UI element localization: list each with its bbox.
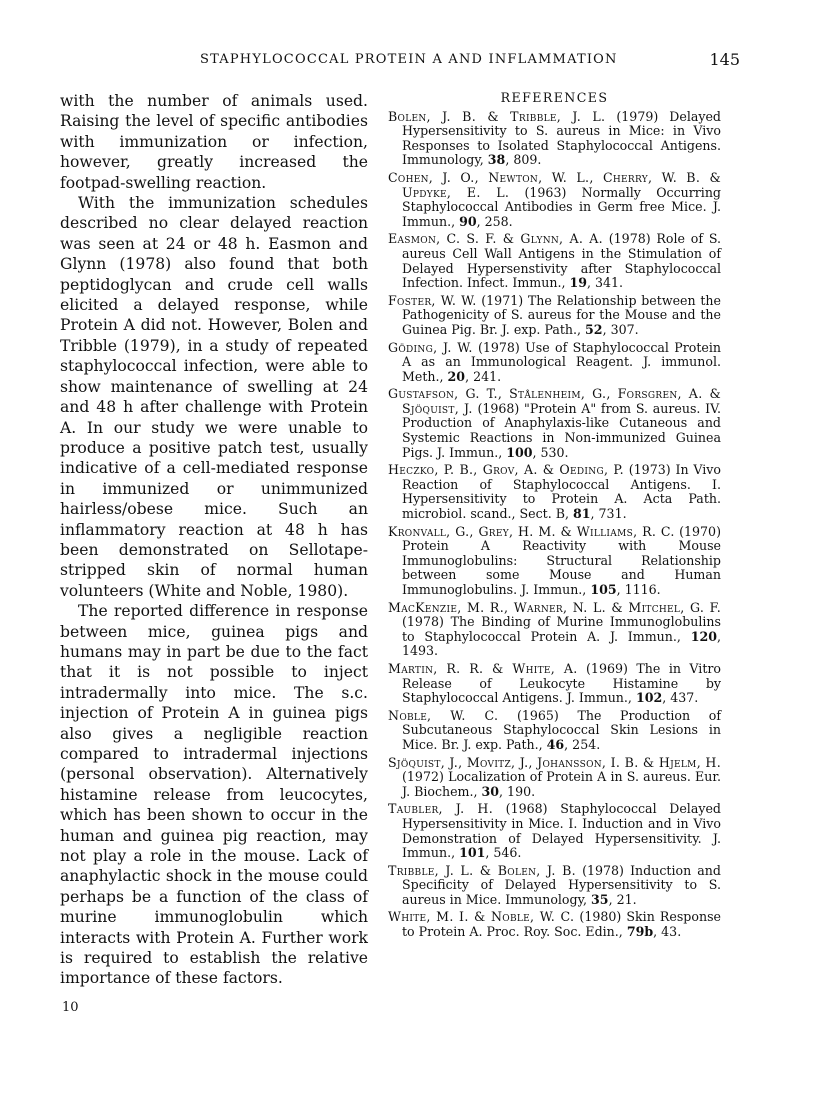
reference-authors: Noble, W. C. (388, 707, 499, 723)
reference-text: (1979) Delayed Hypersensitivity to S. aureus in Mice: in Vivo Responses to Isolated Staphylococcal Antigens. Immunology, (402, 108, 721, 168)
page-number: 145 (709, 50, 740, 69)
reference-volume: 30 (481, 783, 500, 799)
reference-entry (388, 802, 721, 860)
reference-volume: 20 (447, 368, 466, 384)
reference-authors: Gustafson, G. T., Stålenheim, G., Forsgren, A. & Sjöquist, J. (388, 386, 721, 416)
reference-pages: , 43. (653, 924, 682, 940)
reference-pages: , 307. (602, 321, 639, 337)
reference-list (388, 110, 721, 940)
reference-volume: 52 (585, 321, 603, 337)
reference-entry (388, 463, 721, 521)
reference-authors: Martin, R. R. & White, A. (388, 660, 578, 676)
reference-entry (388, 232, 721, 290)
reference-entry (388, 341, 721, 385)
reference-pages: , 258. (476, 213, 513, 229)
body-text-column (60, 91, 368, 989)
reference-entry (388, 756, 721, 800)
reference-volume: 101 (459, 845, 486, 861)
reference-pages: , 254. (564, 736, 601, 752)
reference-text: (1970) Protein A Reactivity with Mouse Immunoglobulins: Structural Relationship between some Mouse and Human Immunoglobulins. J. Immun., (402, 523, 721, 597)
reference-entry (388, 294, 721, 338)
reference-pages: , 1493. (402, 628, 721, 659)
reference-text: (1978) The Binding of Murine Immunoglobulins to Staphylococcal Protein A. J. Immun., (402, 614, 721, 644)
body-paragraph: With the immunization schedules described no clear delayed reaction was seen at 24 or 48 h. Easmon and Glynn (1978) also found that both peptidoglycan and crude cell walls elicited a delayed response, while Protein A did not. However, Bolen and Tribble (1979), in a study of repeated staphylococcal infection, were able to show maintenance of swelling at 24 and 48 h after challenge with Protein A. In our study we were unable to produce a positive patch test, usually indicative of a cell-mediated response in immunized or unimmunized hairless/obese mice. Such an inflammatory reaction at 48 h has been demonstrated on Sellotape-stripped skin of normal human volunteers (White and Noble, 1980). (60, 194, 368, 600)
reference-entry (388, 110, 721, 168)
reference-entry (388, 171, 721, 229)
reference-authors: Heczko, P. B., Grov, A. & Oeding, P. (388, 462, 624, 478)
reference-text: (1971) The Relationship between the Pathogenicity of S. aureus for the Mouse and the Guinea Pig. Br. J. exp. Path., (402, 292, 721, 337)
reference-entry (388, 387, 721, 460)
reference-pages: , 21. (608, 891, 637, 907)
reference-pages: , 546. (485, 845, 522, 861)
reference-text: (1973) In Vivo Reaction of Staphylococcal Antigens. I. Hypersensitivity to Protein A. Acta Path. microbiol. scand., Sect. B, (402, 462, 721, 522)
reference-pages: , 1116. (616, 582, 661, 597)
reference-authors: Bolen, J. B. & Tribble, J. L. (388, 108, 606, 124)
reference-authors: Cohen, J. O., Newton, W. L., Cherry, W. B. & Updyke, E. L. (388, 169, 721, 200)
reference-entry (388, 525, 721, 598)
reference-volume: 105 (590, 582, 617, 597)
reference-pages: , 341. (586, 275, 624, 291)
footer-page-number: 10 (62, 1000, 79, 1015)
reference-text: (1972) Localization of Protein A in S. aureus. Eur. J. Biochem., (402, 769, 721, 799)
reference-volume: 120 (690, 628, 717, 644)
reference-text: (1978) Use of Staphylococcal Protein A as an Immunological Reagent. J. immunol. Meth., (402, 339, 721, 384)
reference-authors: Taubler, J. H. (388, 801, 494, 817)
reference-authors: White, M. I. & Noble, W. C. (388, 909, 575, 925)
reference-text: (1968) Staphylococcal Delayed Hypersensitivity in Mice. I. Induction and in Vivo Demonstration of Delayed Hypersensitivity. J. Immun., (402, 801, 721, 861)
reference-volume: 102 (635, 690, 663, 706)
reference-entry (388, 864, 721, 908)
reference-authors: MacKenzie, M. R., Warner, N. L. & Mitchel, G. F. (388, 599, 721, 615)
reference-text: (1978) Induction and Specificity of Delayed Hypersensitivity to S. aureus in Mice. Immunology, (402, 862, 721, 907)
reference-pages: , 241. (465, 368, 502, 384)
reference-entry (388, 910, 721, 939)
reference-entry (388, 709, 721, 753)
reference-pages: , 731. (590, 506, 627, 522)
reference-text: (1965) The Production of Subcutaneous Staphylococcal Skin Lesions in Mice. Br. J. exp. Path., (402, 707, 721, 752)
reference-volume: 90 (459, 213, 477, 229)
reference-pages: , 437. (662, 690, 699, 706)
reference-authors: Foster, W. W. (388, 292, 477, 308)
reference-volume: 46 (546, 736, 565, 752)
reference-text: (1978) Role of S. aureus Cell Wall Antigens in the Stimulation of Delayed Hypersenstivity after Staphylococcal Infection. Infect. Immun., (402, 231, 721, 291)
references-column (388, 91, 721, 943)
references-heading: REFERENCES (500, 90, 609, 105)
reference-authors: Kronvall, G., Grey, H. M. & Williams, R. C. (388, 523, 675, 539)
reference-entry (388, 662, 721, 706)
reference-text: (1963) Normally Occurring Staphylococcal Antibodies in Germ free Mice. J. Immun., (402, 184, 721, 229)
reference-volume: 38 (487, 152, 506, 168)
reference-volume: 35 (591, 891, 609, 907)
reference-pages: , 190. (499, 783, 536, 799)
body-paragraph: with the number of animals used. Raising the level of specific antibodies with immunization or infection, however, greatly increased the footpad-swelling reaction. (60, 92, 368, 192)
reference-volume: 79b (626, 924, 654, 940)
reference-authors: Tribble, J. L. & Bolen, J. B. (388, 862, 576, 878)
reference-volume: 100 (506, 444, 533, 460)
reference-text: (1980) Skin Response to Protein A. Proc. Roy. Soc. Edin., (402, 909, 721, 940)
reference-text: (1969) The in Vitro Release of Leukocyte Histamine by Staphylococcal Antigens. J. Immun., (402, 660, 721, 706)
reference-authors: Easmon, C. S. F. & Glynn, A. A. (388, 231, 603, 247)
running-title: STAPHYLOCOCCAL PROTEIN A AND INFLAMMATION (200, 52, 618, 67)
reference-entry (388, 601, 721, 659)
reference-pages: , 809. (505, 152, 542, 168)
reference-authors: Sjöquist, J., Movitz, J., Johansson, I. B. & Hjelm, H. (388, 754, 721, 770)
reference-volume: 19 (569, 275, 587, 291)
body-paragraph: The reported difference in response between mice, guinea pigs and humans may in part be due to the fact that it is not possible to inject intradermally into mice. The s.c. injection of Protein A in guinea pigs also gives a negligible reaction compared to intradermal injections (personal observation). Alternatively histamine release from leucocytes, which has been shown to occur in the human and guinea pig reaction, may not play a role in the mouse. Lack of anaphylactic shock in the mouse could perhaps be a function of the class of murine immunoglobulin which interacts with Protein A. Further work is required to establish the relative importance of these factors. (60, 602, 368, 988)
reference-authors: Göding, J. W. (388, 339, 473, 355)
reference-pages: , 530. (532, 444, 569, 460)
reference-volume: 81 (573, 506, 591, 522)
reference-text: (1968) "Protein A" from S. aureus. IV. Production of Anaphylaxis-like Cutaneous and Systemic Reactions in Non-immunized Guinea Pigs. J. Immun., (402, 400, 722, 460)
